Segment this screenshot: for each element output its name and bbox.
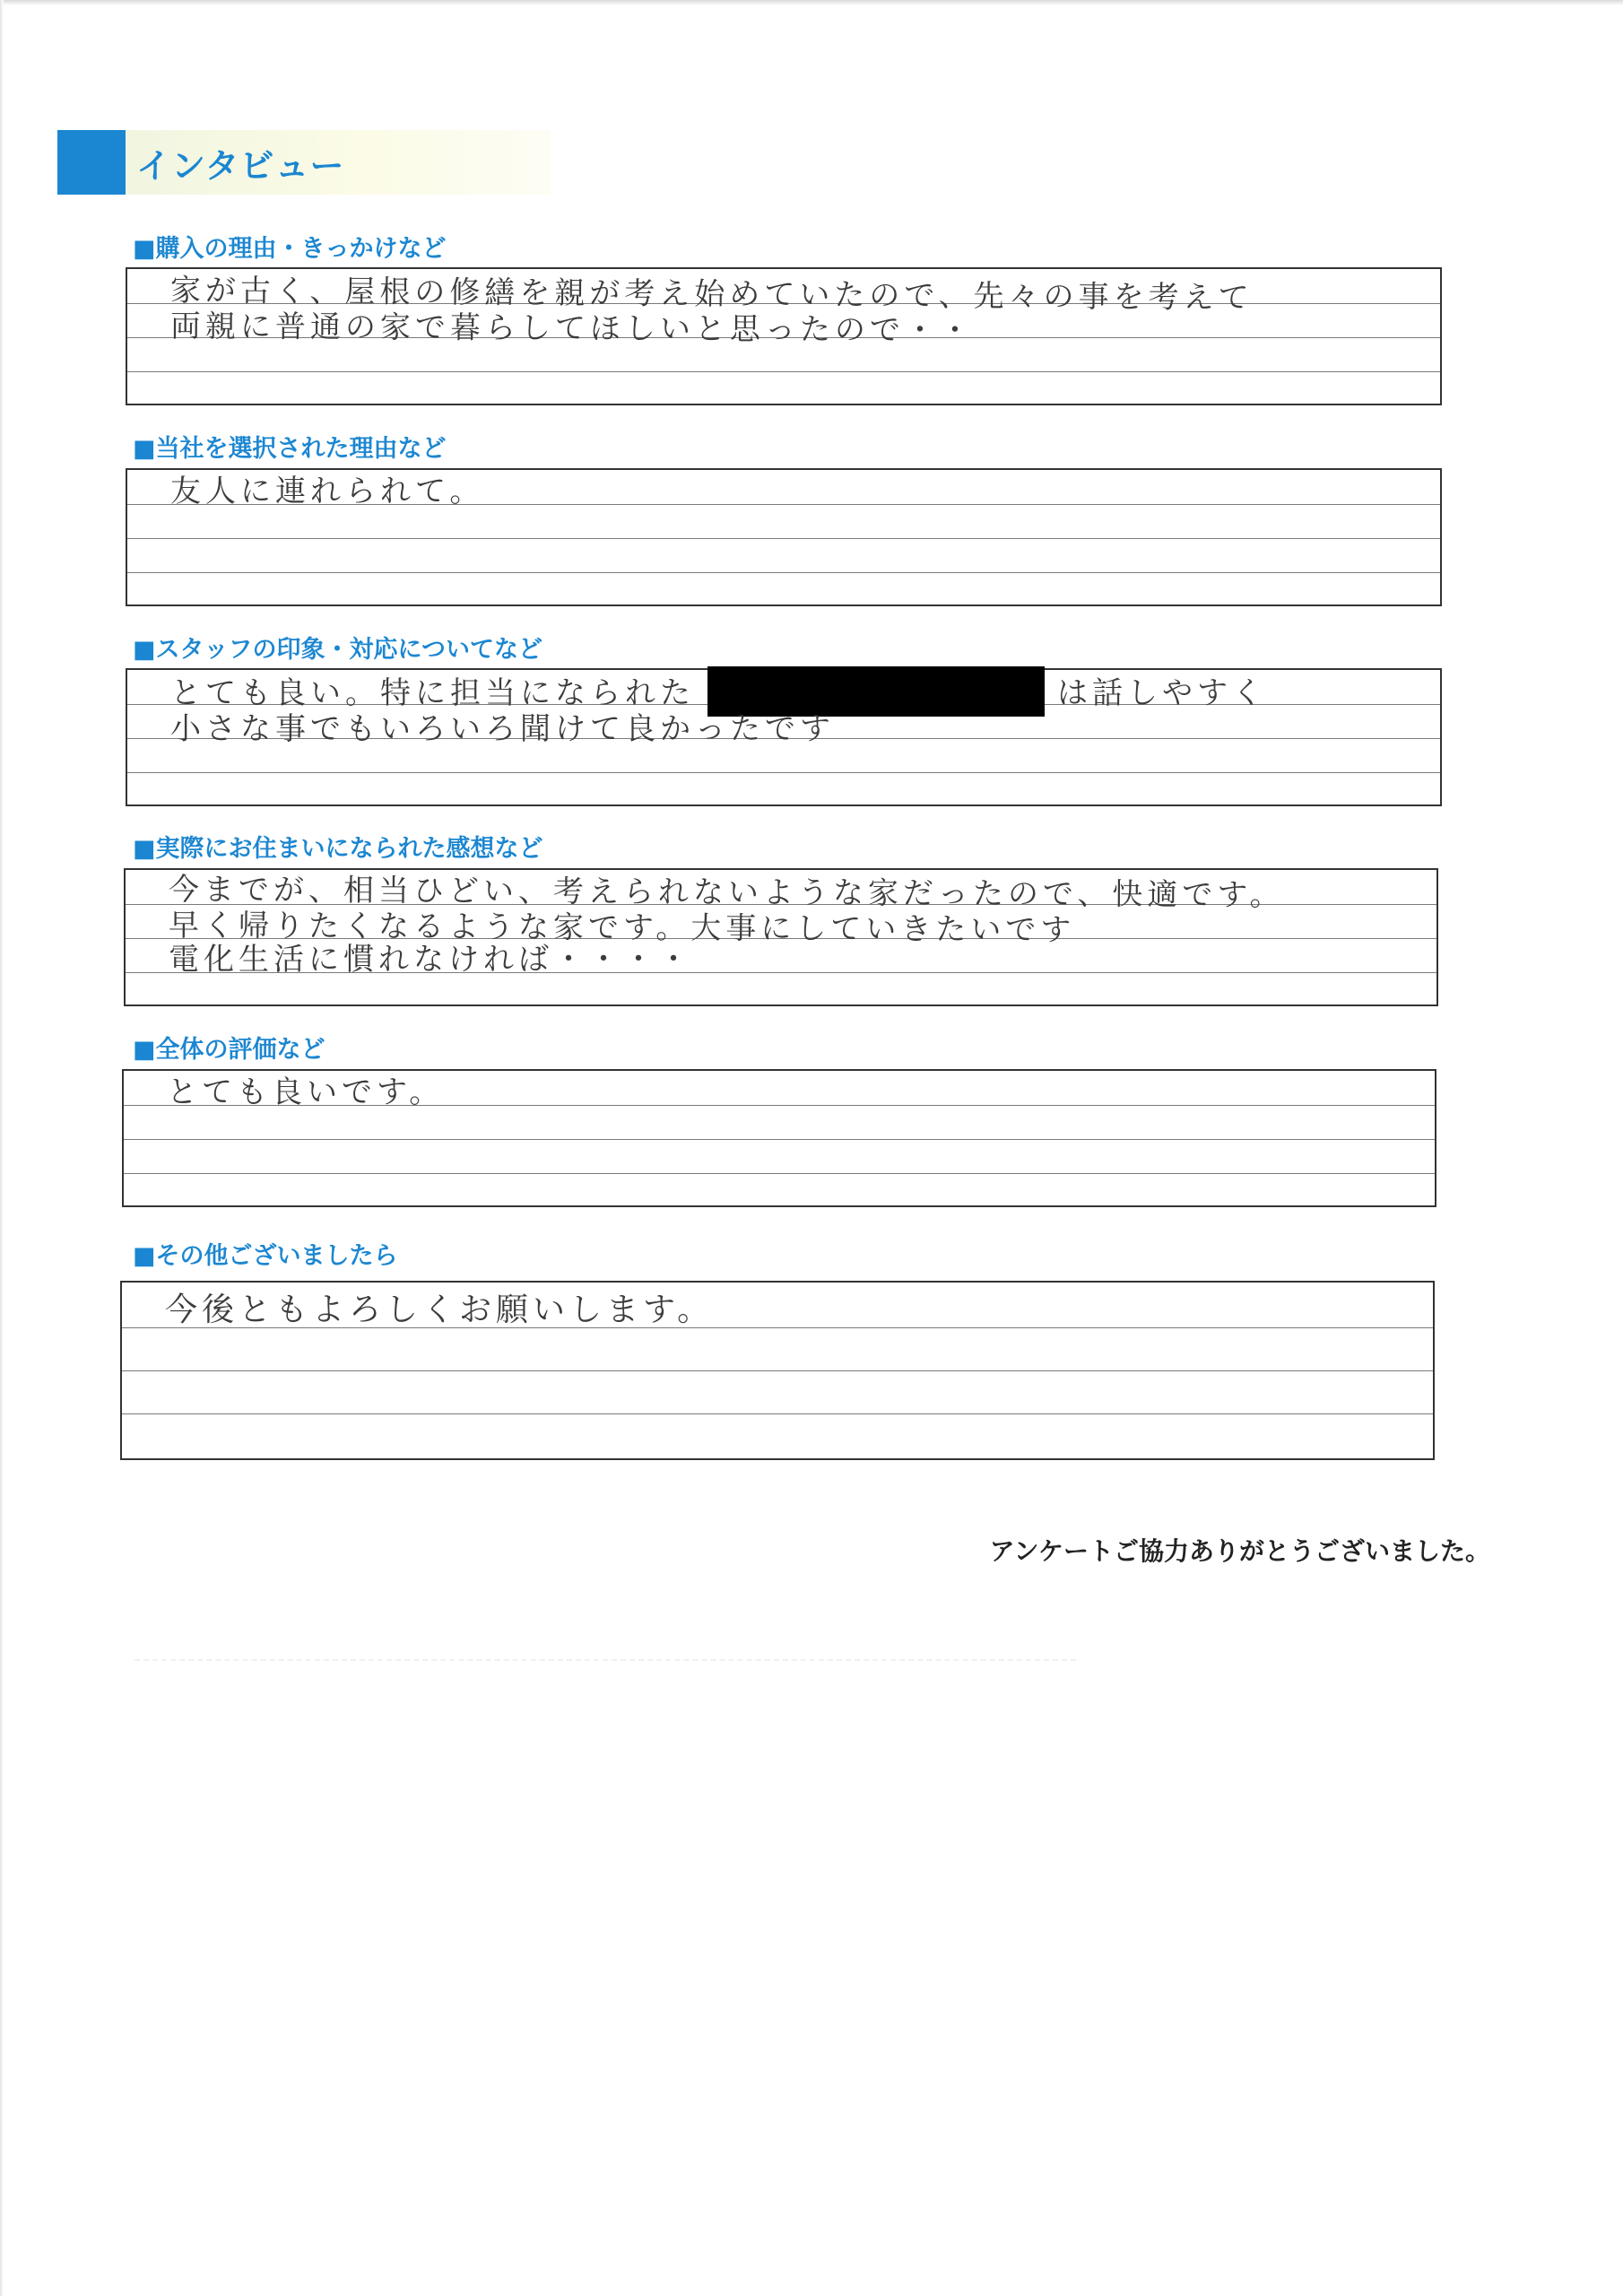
- handwritten-answer-line: 両親に普通の家で暮らしてほしいと思ったので・・: [169, 309, 976, 349]
- section-title-purchase-reason: ■購入の理由・きっかけなど: [133, 235, 447, 263]
- scan-artifact-line: [135, 1659, 1076, 1661]
- ruled-line: [124, 1173, 1435, 1174]
- ruled-line: [127, 772, 1440, 773]
- closing-message: アンケートご協力ありがとうございました。: [989, 1536, 1490, 1566]
- handwritten-text: とても良い。特に担当になられた: [170, 675, 695, 711]
- section-title-overall-rating: ■全体の評価など: [133, 1036, 325, 1064]
- ruled-line: [122, 1413, 1433, 1414]
- scan-edge-left: [0, 0, 4, 2296]
- handwritten-answer-line: 小さな事でもいろいろ聞けて良かったです: [170, 711, 835, 747]
- handwritten-answer-line: 家が古く、屋根の修繕を親が考え始めていたので、先々の事を考えて: [169, 273, 1254, 317]
- handwritten-answer-line: 今までが、相当ひどい、考えられないような家だったので、快適です。: [168, 872, 1285, 914]
- answer-box-selection-reason: [126, 468, 1442, 606]
- page-title: インタビュー: [136, 146, 345, 186]
- scan-edge-top: [0, 0, 1623, 5]
- section-title-living-impression: ■実際にお住まいになられた感想など: [133, 835, 543, 863]
- handwritten-answer-line: 今後ともよろしくお願いします。: [165, 1292, 715, 1328]
- answer-box-other: [120, 1281, 1435, 1460]
- handwritten-answer-line: とても良いです。: [167, 1074, 445, 1110]
- ruled-line: [127, 371, 1440, 372]
- handwritten-text: は話しやすく: [1057, 675, 1267, 711]
- answer-box-purchase-reason: [126, 267, 1442, 405]
- handwritten-answer-line: 友人に連れられて。: [170, 474, 485, 509]
- section-title-other: ■その他ございましたら: [133, 1242, 398, 1270]
- handwritten-answer-line: 早く帰りたくなるような家です。大事にしていきたいです: [168, 908, 1076, 949]
- section-title-staff-impression: ■スタッフの印象・対応についてなど: [133, 636, 542, 664]
- ruled-line: [127, 538, 1440, 539]
- answer-box-staff-impression: [126, 668, 1442, 806]
- section-title-selection-reason: ■当社を選択された理由など: [133, 435, 447, 463]
- handwritten-answer-line: 電化生活に慣れなければ・・・・: [169, 942, 693, 978]
- header-accent-square: [57, 130, 126, 195]
- ruled-line: [124, 1139, 1435, 1140]
- answer-box-overall-rating: [122, 1069, 1436, 1207]
- answer-box-living-impression: [124, 868, 1438, 1006]
- ruled-line: [127, 572, 1440, 573]
- ruled-line: [122, 1370, 1433, 1371]
